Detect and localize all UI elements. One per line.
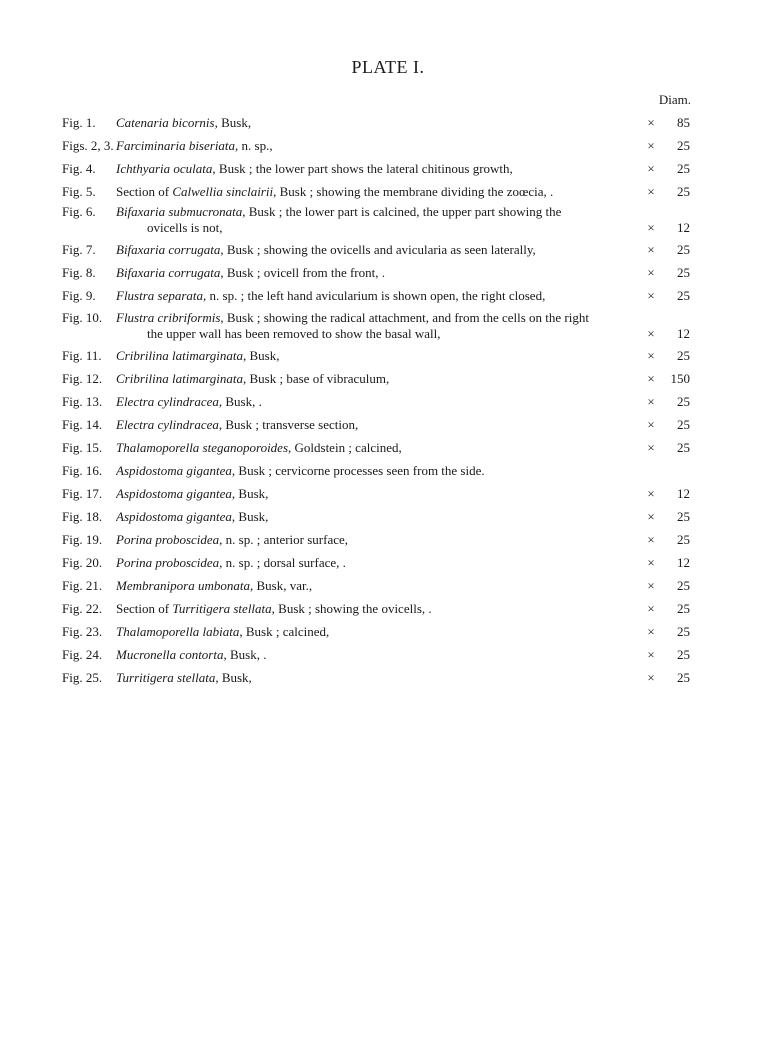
species-name: Bifaxaria corrugata [116, 242, 221, 257]
species-name: Flustra cribriformis [116, 310, 221, 325]
figure-number: Fig. 24. [62, 647, 103, 662]
species-name: Calwellia sinclairii [172, 184, 274, 199]
times-symbol: × [647, 486, 655, 501]
species-name: Thalamoporella steganoporoides [116, 440, 289, 455]
figure-number: Fig. 19. [62, 532, 103, 547]
species-name: Thalamoporella labiata [116, 624, 240, 639]
magnification-value: 25 [677, 509, 690, 524]
description-text: , Busk, var., [249, 578, 313, 593]
magnification-value: 12 [677, 486, 690, 501]
species-name: Farciminaria biseriata [116, 138, 236, 153]
magnification-value: 25 [677, 138, 690, 153]
description-text: Section of [116, 601, 173, 616]
magnification-value: 25 [677, 532, 690, 547]
description-text: , n. sp., [235, 138, 273, 153]
magnification-value: 25 [677, 288, 690, 303]
times-symbol: × [647, 578, 655, 593]
magnification-value: 150 [670, 371, 690, 386]
figure-description [116, 555, 636, 571]
species-name: Cribrilina latimarginata [116, 371, 244, 386]
species-name: Mucronella contorta [116, 647, 224, 662]
times-symbol: × [647, 326, 655, 341]
diameter-column-header: Diam. [658, 92, 691, 107]
magnification-value: 12 [677, 555, 690, 570]
figure-entry [0, 288, 776, 304]
figure-description [147, 220, 667, 236]
figure-entry [0, 115, 776, 131]
times-symbol: × [647, 624, 655, 639]
figure-entry [0, 440, 776, 456]
times-symbol: × [647, 670, 655, 685]
figure-entry [0, 578, 776, 594]
times-symbol: × [647, 440, 655, 455]
species-name: Cribrilina latimarginata [116, 348, 244, 363]
figure-entry [0, 486, 776, 502]
magnification-value: 25 [677, 161, 690, 176]
times-symbol: × [647, 647, 655, 662]
figure-description [116, 204, 636, 220]
figure-number: Fig. 10. [62, 310, 103, 325]
magnification-value: 25 [677, 647, 690, 662]
description-text: the upper wall has been removed to show the basal wall, [147, 326, 441, 341]
times-symbol: × [647, 288, 655, 303]
description-text: , Busk ; transverse section, [218, 417, 359, 432]
figure-description [116, 184, 636, 200]
species-name: Porina proboscidea [116, 532, 220, 547]
figure-entry [0, 647, 776, 663]
description-text: , Busk, [243, 348, 280, 363]
figure-description [116, 578, 636, 594]
description-text: , Busk ; cervicorne processes seen from the side. [231, 463, 485, 478]
magnification-value: 25 [677, 578, 690, 593]
magnification-value: 12 [677, 220, 690, 235]
description-text: , Busk, . [218, 394, 262, 409]
figure-number: Figs. 2, 3. [62, 138, 114, 153]
figure-description [116, 509, 636, 525]
times-symbol: × [647, 161, 655, 176]
figure-number: Fig. 25. [62, 670, 103, 685]
figure-description [116, 310, 636, 326]
description-text: , Busk ; showing the radical attachment, and from the cells on the right [220, 310, 589, 325]
figure-description [116, 647, 636, 663]
species-name: Electra cylindracea [116, 394, 219, 409]
times-symbol: × [647, 555, 655, 570]
description-text: , Busk, [214, 115, 252, 130]
times-symbol: × [647, 601, 655, 616]
figure-number: Fig. 22. [62, 601, 103, 616]
figure-number: Fig. 1. [62, 115, 96, 130]
figure-number: Fig. 11. [62, 348, 102, 363]
magnification-value: 25 [677, 242, 690, 257]
times-symbol: × [647, 115, 655, 130]
plate-title: PLATE I. [351, 57, 425, 77]
times-symbol: × [647, 509, 655, 524]
figure-number: Fig. 18. [62, 509, 103, 524]
figure-entry [0, 624, 776, 640]
times-symbol: × [647, 138, 655, 153]
magnification-value: 25 [677, 394, 690, 409]
description-text: ovicells is not, [147, 220, 223, 235]
figure-entry [0, 417, 776, 433]
species-name: Bifaxaria corrugata [116, 265, 221, 280]
figure-entry [0, 670, 776, 686]
description-text: , Busk ; the lower part shows the lateral chitinous growth, [212, 161, 513, 176]
figure-entry [0, 348, 776, 364]
magnification-value: 25 [677, 265, 690, 280]
figure-entry [0, 310, 776, 342]
description-text: Section of [116, 184, 173, 199]
species-name: Turritigera stellata [172, 601, 272, 616]
species-name: Flustra separata [116, 288, 204, 303]
description-text: , n. sp. ; anterior surface, [219, 532, 349, 547]
magnification-value: 25 [677, 184, 690, 199]
description-text: , Busk, . [223, 647, 267, 662]
figure-description [116, 624, 636, 640]
figure-entry [0, 138, 776, 154]
figure-entry [0, 463, 776, 479]
figure-description [116, 115, 636, 131]
figure-entry [0, 204, 776, 236]
figure-description [116, 463, 636, 479]
figure-entry [0, 161, 776, 177]
species-name: Aspidostoma gigantea [116, 486, 232, 501]
description-text: , Busk ; showing the membrane dividing the zoœcia, . [273, 184, 554, 199]
description-text: , Busk ; showing the ovicells, . [271, 601, 432, 616]
times-symbol: × [647, 417, 655, 432]
magnification-value: 25 [677, 624, 690, 639]
figure-entry [0, 394, 776, 410]
description-text: , n. sp. ; dorsal surface, . [219, 555, 346, 570]
times-symbol: × [647, 348, 655, 363]
magnification-value: 25 [677, 417, 690, 432]
figure-number: Fig. 16. [62, 463, 103, 478]
figure-entry [0, 265, 776, 281]
species-name: Turritigera stellata [116, 670, 216, 685]
figure-description [116, 601, 636, 617]
description-text: , Goldstein ; calcined, [288, 440, 402, 455]
figure-number: Fig. 9. [62, 288, 96, 303]
magnification-value: 25 [677, 601, 690, 616]
figure-description [116, 161, 636, 177]
figure-entry [0, 532, 776, 548]
species-name: Membranipora umbonata [116, 578, 250, 593]
magnification-value: 25 [677, 670, 690, 685]
figure-description [116, 417, 636, 433]
times-symbol: × [647, 220, 655, 235]
description-text: , Busk, [215, 670, 252, 685]
figure-number: Fig. 14. [62, 417, 103, 432]
species-name: Bifaxaria submucronata [116, 204, 243, 219]
species-name: Catenaria bicornis [116, 115, 215, 130]
figure-number: Fig. 20. [62, 555, 103, 570]
figure-description [116, 394, 636, 410]
figure-number: Fig. 7. [62, 242, 96, 257]
species-name: Aspidostoma gigantea [116, 463, 232, 478]
figure-number: Fig. 23. [62, 624, 103, 639]
figure-number: Fig. 15. [62, 440, 103, 455]
description-text: , Busk ; showing the ovicells and avicularia as seen laterally, [220, 242, 536, 257]
times-symbol: × [647, 532, 655, 547]
species-name: Aspidostoma gigantea [116, 509, 232, 524]
figure-description [116, 670, 636, 686]
magnification-value: 25 [677, 440, 690, 455]
times-symbol: × [647, 371, 655, 386]
figure-number: Fig. 5. [62, 184, 96, 199]
description-text: , Busk ; base of vibraculum, [243, 371, 390, 386]
figure-entry [0, 242, 776, 258]
figure-description [116, 486, 636, 502]
description-text: , Busk ; calcined, [239, 624, 330, 639]
figure-number: Fig. 4. [62, 161, 96, 176]
times-symbol: × [647, 265, 655, 280]
species-name: Porina proboscidea [116, 555, 220, 570]
figure-description [116, 440, 636, 456]
figure-description [116, 348, 636, 364]
description-text: , Busk, [231, 486, 269, 501]
figure-entry [0, 184, 776, 200]
figure-entry [0, 555, 776, 571]
species-name: Electra cylindracea [116, 417, 219, 432]
magnification-value: 25 [677, 348, 690, 363]
figure-number: Fig. 6. [62, 204, 96, 219]
figure-description [116, 532, 636, 548]
description-text: , Busk ; the lower part is calcined, the upper part showing the [242, 204, 562, 219]
figure-entry [0, 509, 776, 525]
magnification-value: 85 [677, 115, 690, 130]
times-symbol: × [647, 394, 655, 409]
figure-number: Fig. 8. [62, 265, 96, 280]
species-name: Ichthyaria oculata [116, 161, 213, 176]
figure-description [116, 242, 636, 258]
figure-number: Fig. 12. [62, 371, 103, 386]
description-text: , Busk ; ovicell from the front, . [220, 265, 385, 280]
description-text: , Busk, [231, 509, 269, 524]
figure-number: Fig. 21. [62, 578, 103, 593]
figure-number: Fig. 17. [62, 486, 103, 501]
figure-number: Fig. 13. [62, 394, 103, 409]
magnification-value: 12 [677, 326, 690, 341]
description-text: , n. sp. ; the left hand avicularium is shown open, the right closed, [203, 288, 546, 303]
figure-description [116, 288, 636, 304]
times-symbol: × [647, 184, 655, 199]
figure-description [116, 138, 636, 154]
figure-entry [0, 601, 776, 617]
figure-entry [0, 371, 776, 387]
figure-description [116, 265, 636, 281]
times-symbol: × [647, 242, 655, 257]
figure-description [147, 326, 667, 342]
figure-description [116, 371, 636, 387]
